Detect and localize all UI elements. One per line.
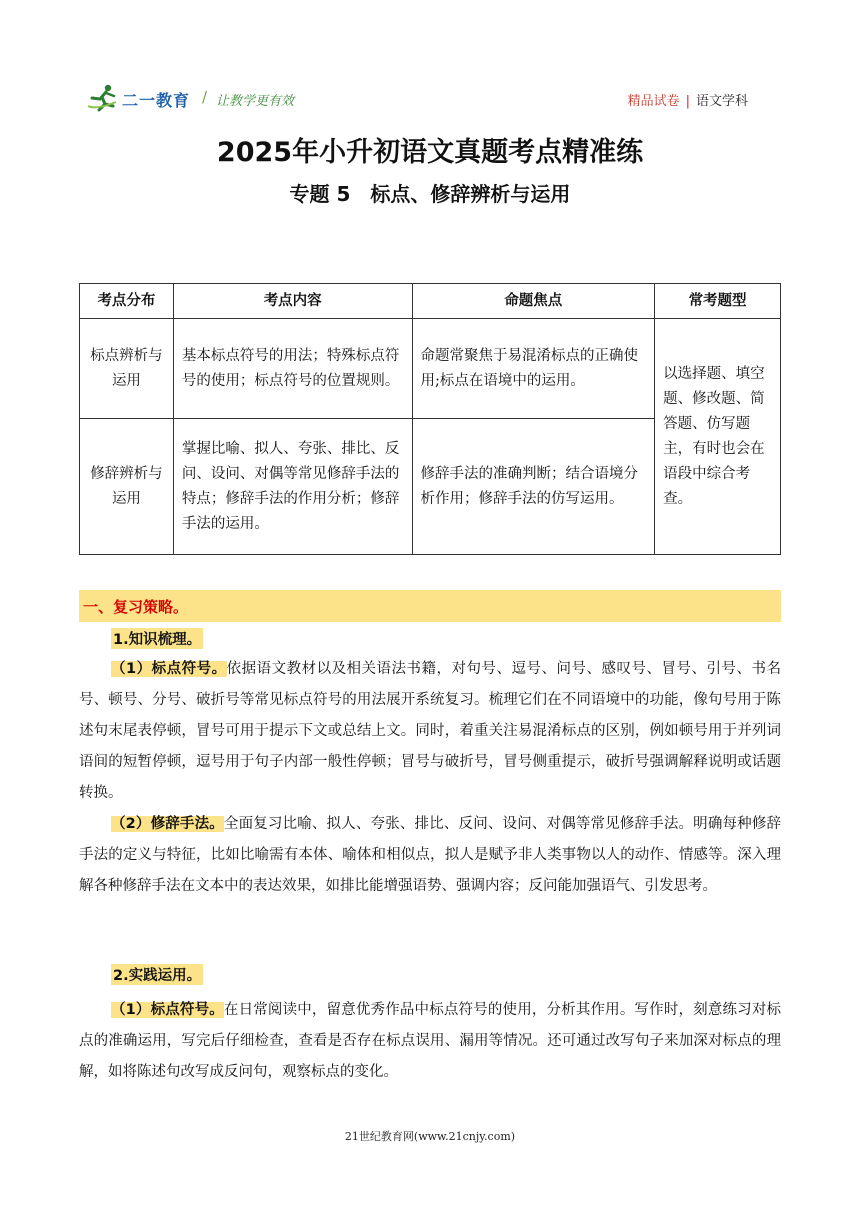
table-header-cell: 常考题型 xyxy=(655,284,781,319)
table-header-cell: 命题焦点 xyxy=(412,284,655,319)
logo-slash: / xyxy=(202,88,208,106)
table-header-row xyxy=(80,284,781,319)
table-cell-focus: 修辞手法的准确判断；结合语境分析作用；修辞手法的仿写运用。 xyxy=(412,419,655,555)
paragraph-text: 全面复习比喻、拟人、夸张、排比、反问、设问、对偶等常见修辞手法。明确每种修辞手法的定义与特征，比如比喻需有本体、喻体和相似点，拟人是赋予非人类事物以人的动作、情感等。深入理解各种修辞手法在文本中的表达效果，如排比能增强语势、强调内容；反问能加强语气、引发思考。 xyxy=(79,816,781,894)
page-footer: 21世纪教育网(www.21cnjy.com) xyxy=(344,1130,516,1143)
running-person-logo-icon xyxy=(86,84,120,112)
table-cell-area: 修辞辨析与运用 xyxy=(80,419,174,555)
page-subtitle: 专题 5 标点、修辞辨析与运用 xyxy=(289,182,571,206)
table-cell-content: 基本标点符号的用法；特殊标点符号的使用；标点符号的位置规则。 xyxy=(173,319,412,419)
page-header xyxy=(86,78,776,118)
table-cell-focus: 命题常聚焦于易混淆标点的正确使用;标点在语境中的运用。 xyxy=(412,319,655,419)
paragraph-lead: （2）修辞手法。 xyxy=(111,816,224,832)
table-row xyxy=(80,319,781,419)
table-cell-types: 以选择题、填空题、修改题、简答题、仿写题主，有时也会在语段中综合考查。 xyxy=(655,319,781,555)
table-cell-content: 掌握比喻、拟人、夸张、排比、反问、设问、对偶等常见修辞手法的特点；修辞手法的作用分析；修辞手法的运用。 xyxy=(173,419,412,555)
header-tags xyxy=(628,90,748,109)
paragraph-rhetoric xyxy=(79,809,781,902)
exam-points-table xyxy=(79,283,781,555)
subsection-heading: 1.知识梳理。 xyxy=(111,628,203,649)
paragraph-practice-punctuation xyxy=(79,995,781,1088)
logo-name: 二一教育 xyxy=(122,91,191,110)
table-header-cell: 考点内容 xyxy=(173,284,412,319)
table-header-cell: 考点分布 xyxy=(80,284,174,319)
paragraph-text: 依据语文教材以及相关语法书籍，对句号、逗号、问号、感叹号、冒号、引号、书名号、顿号、分号、破折号等常见标点符号的用法展开系统复习。梳理它们在不同语境中的功能，像句号用于陈述句末尾表停顿，冒号可用于提示下文或总结上文。同时，着重关注易混淆标点的区别，例如顿号用于并列词语间的短暂停顿，逗号用于句子内部一般性停顿；冒号与破折号，冒号侧重提示，破折号强调解释说明或话题转换。 xyxy=(79,661,781,801)
header-tag-subject: 语文学科 xyxy=(695,94,748,109)
section-heading-bar xyxy=(79,590,781,622)
table-cell-area: 标点辨析与运用 xyxy=(80,319,174,419)
paragraph-punctuation xyxy=(79,654,781,809)
paragraph-lead: （1）标点符号。 xyxy=(111,1002,224,1018)
page-title: 2025年小升初语文真题考点精准练 xyxy=(216,137,644,168)
paragraph-lead: （1）标点符号。 xyxy=(111,661,227,677)
header-separator: | xyxy=(685,94,690,109)
paragraph-text: 在日常阅读中，留意优秀作品中标点符号的使用，分析其作用。写作时，刻意练习对标点的准确运用，写完后仔细检查，查看是否存在标点误用、漏用等情况。还可通过改写句子来加深对标点的理解，如将陈述句改写成反问句，观察标点的变化。 xyxy=(79,1002,781,1080)
header-tag-quality: 精品试卷 xyxy=(627,94,680,109)
section-heading: 一、复习策略。 xyxy=(83,598,189,616)
logo-slogan: 让教学更有效 xyxy=(216,94,295,109)
subsection-heading: 2.实践运用。 xyxy=(111,964,203,985)
